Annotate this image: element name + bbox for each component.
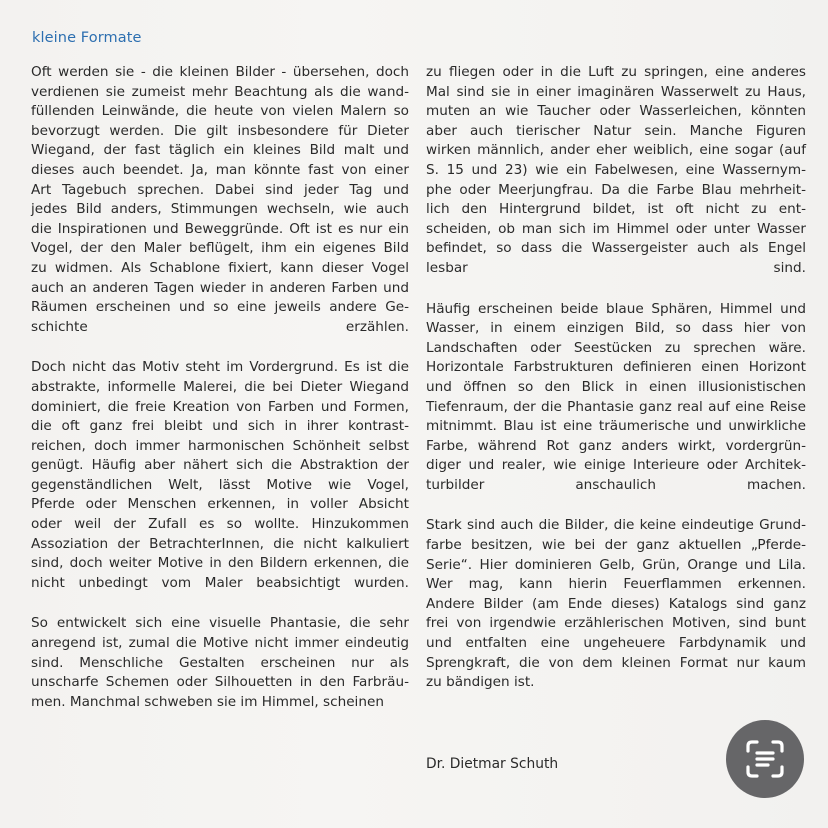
text-line: Assoziation der BetrachterInnen, die nicht kalkuliert bbox=[31, 535, 409, 552]
text-line: Wasser, in einem einzigen Bild, so dass hier von bbox=[426, 320, 806, 337]
text-line: zu fliegen oder in die Luft zu springen, eine anderes bbox=[426, 64, 806, 80]
text-line: men. Manchmal schweben sie im Himmel, scheinen bbox=[31, 693, 384, 710]
text-line: die Inspirationen und Beweggründe. Oft ist es nur ein bbox=[31, 220, 409, 237]
text-line: So entwickelt sich eine visuelle Phantasie, die sehr bbox=[31, 615, 409, 632]
text-line: füllenden Leinwände, die heute von vielen Malern so bbox=[31, 103, 409, 120]
text-line: Doch nicht das Motiv steht im Vordergrund. Es ist die bbox=[31, 359, 409, 376]
text-line: muten an wie Taucher oder Wasserleichen, könnten bbox=[426, 103, 806, 120]
text-line: und öffnen so den Blick in einen illusionistischen bbox=[426, 378, 806, 395]
text-line: gegenständlichen Welt, lässt Motive wie Vogel, bbox=[31, 476, 409, 493]
text-line: Oft werden sie - die kleinen Bilder - übersehen, doch bbox=[31, 64, 409, 80]
text-line: Farbe, während Rot ganz anders wirkt, vordergrün- bbox=[426, 437, 806, 454]
text-line: Andere Bilder (am Ende dieses) Katalogs sind ganz bbox=[426, 595, 806, 612]
section-heading: kleine Formate bbox=[32, 30, 142, 46]
text-line: dominiert, die freie Kreation von Farben und Formen, bbox=[31, 398, 409, 415]
text-line: anregend ist, zumal die Motive nicht immer eindeutig bbox=[31, 635, 409, 652]
left-column bbox=[31, 63, 409, 712]
text-line: zu widmen. Als Schablone fixiert, kann dieser Vogel bbox=[31, 259, 409, 276]
text-line: farbe besitzen, wie bei der ganz aktuellen „Pferde- bbox=[426, 537, 806, 554]
paragraph-5 bbox=[426, 300, 806, 496]
paragraph-6 bbox=[426, 516, 806, 692]
text-line: jedes Bild anders, Stimmungen wechseln, wie auch bbox=[31, 201, 409, 218]
text-line: die oft ganz frei bleibt und sich in ihrer kontrast- bbox=[31, 418, 409, 435]
text-line: dieses auch beendet. Ja, man könnte fast von einer bbox=[31, 161, 409, 178]
text-line: Landschaften oder Seestücken zu sprechen wäre. bbox=[426, 339, 806, 356]
text-line: abstrakte, informelle Malerei, die bei Dieter Wiegand bbox=[31, 378, 409, 395]
text-line: scheiden, ob man sich im Himmel oder unter Wasser bbox=[426, 220, 806, 237]
text-line: Pferde oder Menschen erkennen, in voller Absicht bbox=[31, 496, 409, 513]
text-line: Vogel, der den Maler beflügelt, ihm ein eigenes Bild bbox=[31, 240, 409, 257]
text-line: frei von irgendwie erzählerischen Motiven, sind bunt bbox=[426, 615, 806, 632]
text-line: sind. Menschliche Gestalten erscheinen nur als bbox=[31, 654, 409, 671]
text-line: genügt. Häufig aber nähert sich die Abstraktion der bbox=[31, 457, 409, 474]
text-line: lich den Hintergrund bildet, ist oft nicht zu ent- bbox=[426, 201, 806, 218]
text-line: befindet, so dass die Wassergeister auch als Engel bbox=[426, 240, 806, 257]
text-line: bevorzugt werden. Die gilt insbesondere für Dieter bbox=[31, 122, 409, 139]
text-line: oder weil der Zufall es so wollte. Hinzukommen bbox=[31, 516, 409, 533]
text-line: sind, doch weiter Motive in den Bildern erkennen, die bbox=[31, 555, 409, 572]
text-line: Wer mag, kann hierin Feuerflammen erkennen. bbox=[426, 576, 806, 593]
text-line: aber auch tierischer Natur sein. Manche Figuren bbox=[426, 122, 806, 139]
text-line: turbilder anschaulich machen. bbox=[426, 476, 806, 493]
text-line: Häufig erscheinen beide blaue Sphären, Himmel und bbox=[426, 300, 806, 317]
right-column bbox=[426, 63, 806, 693]
text-line: Räumen erscheinen und so eine jeweils andere Ge- bbox=[31, 299, 409, 316]
text-scan-icon bbox=[744, 738, 786, 780]
text-line: auch an anderen Tagen wieder in anderen Farben und bbox=[31, 279, 409, 296]
live-text-scan-button[interactable] bbox=[726, 720, 804, 798]
text-line: Wiegand, der fast täglich ein kleines Bild malt und bbox=[31, 142, 409, 159]
text-line: Art Tagebuch sprechen. Dabei sind jeder Tag und bbox=[31, 181, 409, 198]
text-line: Sprengkraft, die von dem kleinen Format nur kaum bbox=[426, 654, 806, 671]
text-line: diger und realer, wie einige Interieure oder Architek- bbox=[426, 457, 806, 474]
text-line: S. 15 und 23) wie ein Fabelwesen, eine Wassernym- bbox=[426, 161, 806, 178]
paragraph-3 bbox=[31, 614, 409, 712]
text-line: zu bändigen ist. bbox=[426, 674, 535, 691]
text-line: wirken männlich, ander eher weiblich, eine sogar (auf bbox=[426, 142, 806, 159]
paragraph-1 bbox=[31, 63, 409, 337]
text-line: Horizontale Farbstrukturen definieren einen Horizont bbox=[426, 359, 806, 376]
text-line: phe oder Meerjungfrau. Da die Farbe Blau mehrheit- bbox=[426, 181, 806, 198]
text-line: Serie“. Hier dominieren Gelb, Grün, Orange und Lila. bbox=[426, 556, 806, 573]
text-line: Tiefenraum, der die Phantasie ganz real auf eine Reise bbox=[426, 398, 806, 415]
text-line: unscharfe Schemen oder Silhouetten in den Farbräu- bbox=[31, 674, 409, 691]
text-line: verdienen sie zumeist mehr Beachtung als die wand- bbox=[31, 83, 409, 100]
paragraph-2 bbox=[31, 358, 409, 593]
author-signature: Dr. Dietmar Schuth bbox=[426, 756, 559, 772]
text-line: Stark sind auch die Bilder, die keine eindeutige Grund- bbox=[426, 517, 806, 534]
text-line: lesbar sind. bbox=[426, 259, 806, 276]
text-line: reichen, doch immer harmonischen Schönheit selbst bbox=[31, 437, 409, 454]
text-line: schichte erzählen. bbox=[31, 318, 409, 335]
text-line: nicht unbedingt vom Maler beabsichtigt wurden. bbox=[31, 574, 409, 591]
paragraph-4 bbox=[426, 63, 806, 279]
text-line: Mal sind sie in einer imaginären Wasserwelt zu Haus, bbox=[426, 83, 806, 100]
text-line: und entfalten eine ungeheuere Farbdynamik und bbox=[426, 635, 806, 652]
text-line: mitnimmt. Blau ist eine träumerische und unwirkliche bbox=[426, 418, 806, 435]
